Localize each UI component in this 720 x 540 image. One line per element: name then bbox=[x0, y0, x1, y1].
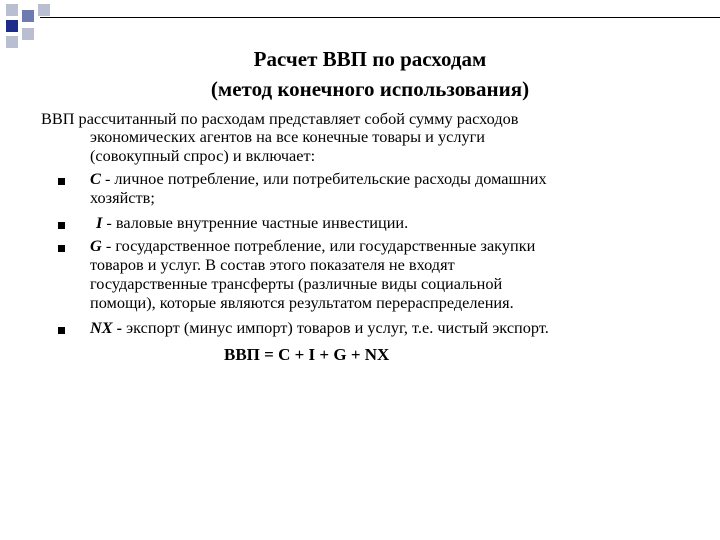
intro-line-2: экономических агентов на все конечные товары и услуги bbox=[90, 127, 485, 146]
decor-square bbox=[38, 4, 50, 16]
item-g-text: - государственное потребление, или государственные закупки bbox=[101, 236, 536, 255]
decor-square bbox=[22, 10, 34, 22]
bullet-square bbox=[58, 222, 65, 229]
decor-square bbox=[6, 20, 18, 32]
item-g-line-1 bbox=[90, 237, 535, 256]
item-g-symbol: G bbox=[90, 236, 102, 255]
item-nx-line-1 bbox=[90, 319, 549, 338]
item-c-text: - личное потребление, или потребительские расходы домашних bbox=[100, 169, 547, 188]
bullet-square bbox=[58, 178, 65, 185]
item-nx-text: экспорт (минус импорт) товаров и услуг, т.е. чистый экспорт. bbox=[122, 318, 549, 337]
item-g-line-3: государственные трансферты (различные виды социальной bbox=[90, 274, 503, 293]
bullet-square bbox=[58, 327, 65, 334]
top-rule bbox=[40, 17, 720, 18]
title-line-2: (метод конечного использования) bbox=[210, 77, 530, 101]
item-c-line-1 bbox=[90, 170, 547, 189]
item-c-line-2: хозяйств; bbox=[90, 188, 155, 207]
decor-square bbox=[6, 4, 18, 16]
corner-decoration bbox=[0, 0, 60, 60]
item-g-line-4: помощи), которые являются результатом перераспределения. bbox=[90, 293, 514, 312]
decor-square bbox=[22, 28, 34, 40]
item-i-text: - валовые внутренние частные инвестиции. bbox=[102, 213, 409, 232]
decor-square bbox=[6, 36, 18, 48]
item-nx-symbol: NX - bbox=[90, 318, 123, 337]
title-line-1: Расчет ВВП по расходам bbox=[253, 47, 487, 71]
item-g-line-2: товаров и услуг. В состав этого показателя не входят bbox=[90, 255, 455, 274]
item-c-symbol: C bbox=[90, 169, 101, 188]
item-i-line-1 bbox=[96, 214, 408, 233]
item-i-symbol: I bbox=[96, 213, 103, 232]
intro-line-1: ВВП рассчитанный по расходам представляет собой сумму расходов bbox=[41, 109, 519, 128]
gdp-formula: ВВП = C + I + G + NX bbox=[224, 345, 390, 364]
slide-title bbox=[120, 44, 620, 104]
bullet-square bbox=[58, 245, 65, 252]
intro-line-3: (совокупный спрос) и включает: bbox=[90, 146, 316, 165]
